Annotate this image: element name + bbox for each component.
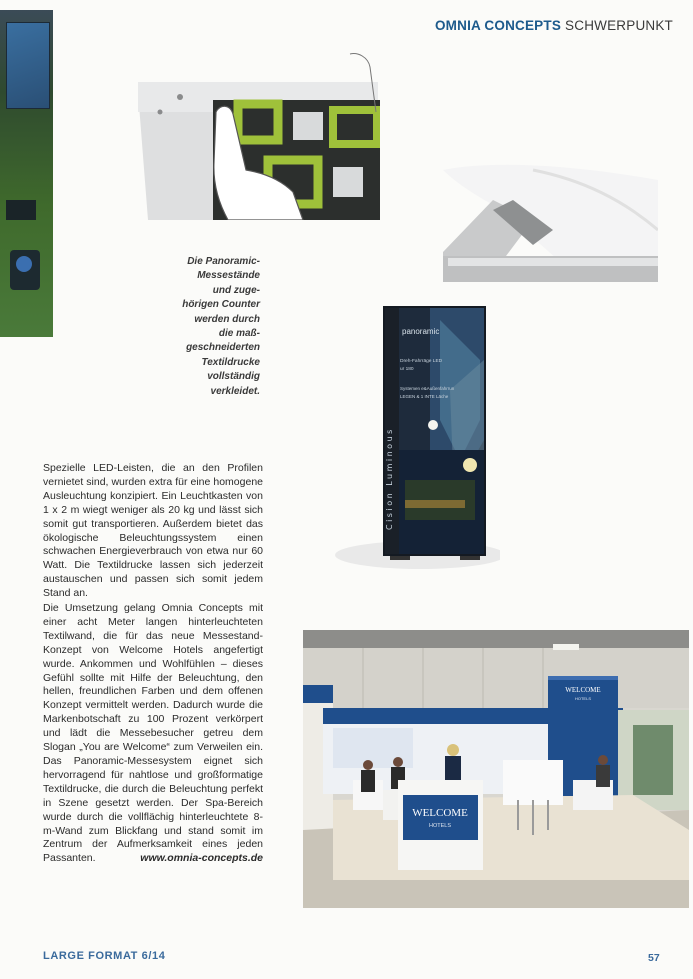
fabric-frame-photo [118,52,380,220]
website-link[interactable]: www.omnia-concepts.de [140,852,263,864]
lightbox-logo: panoramic [402,327,440,336]
left-strip-photo [0,10,53,337]
booth-photo [303,630,689,908]
lightbox-vertical-brand: Cision Luminous [385,427,394,530]
body-paragraph-1 [43,462,263,601]
counter-brand: WELCOME [412,807,468,819]
page-number: 57 [648,952,660,964]
strip-screen [6,22,50,109]
lightbox-display-photo [330,300,500,570]
frame-profile-photo [433,160,658,282]
lightbox-line-3: Systemen e&Außenfahrrun [400,386,455,391]
header-section: SCHWERPUNKT [565,18,673,33]
lightbox-line-2: ur 180 [400,367,414,372]
paragraph-2-text: Die Umsetzung gelang Omnia Concepts mit einer acht Meter langen hinterleuchteten Textilwand, die für das neue Messestand-Konzept von Welcome Hotels angefertigt wurde. Ankommen und Wohlfühlen – dieses Gefühl sollte mit Hilfe der Beleuchtung, den hellen, freundlichen Farben und dem offenen Konzept vermittelt werden. Dadurch wurde die Markenbotschaft zu 100 Prozent verkörpert und lädt die Messebesucher getreu dem Slogan „You are Welcome“ zum Verweilen ein. Das Panoramic-Messesystem eignet sich hervorragend für nahtlose und großformatige Textildrucke, die durch die Beleuchtung perfekt in Szene gesetzt werden. Der Spa-Bereich wurde durch die vollflächig hinterleuchtete 8-m-Wand zum Blickfang und stand somit im Zentrum der Aufmerksamkeit eines jeden Passanten. [43,602,263,865]
header-brand: OMNIA CONCEPTS [434,18,562,33]
tower-sub: HOTELS [574,696,592,701]
counter-sub: HOTELS [428,823,452,829]
tower-brand: WELCOME [565,686,601,694]
lightbox-line-4: LEGEN & 1 INTE Läche [400,394,449,399]
paragraph-1-text: Spezielle LED-Leisten, die an den Profilen vernietet sind, wurden extra für eine homogene Ausleuchtung konzipiert. Ein Leuchtkasten von 1 x 2 m wiegt weniger als 20 kg und lässt sich somit gut transportieren. Außerdem bietet das ökologische Beleuchtungssystem einen schwachen Energieverbrauch von etwa nur 60 Watt. Die Textildrucke lassen sich jederzeit austauschen und passen sich somit jedem Stand an. [43,462,263,600]
strip-stool [10,250,40,290]
footer-magazine: LARGE FORMAT 6/14 [43,950,166,962]
photo-caption: Die Panoramic- Messestände und zuge- hörigen Counter werden durch die maß- geschneiderten Textildrucke vollständig verkleidet. [182,256,260,397]
body-paragraph-2 [43,602,263,866]
strip-kiosk [6,200,36,220]
page-header [435,18,673,33]
lightbox-line-1: Dreh-Fahrräge LED [400,359,443,364]
